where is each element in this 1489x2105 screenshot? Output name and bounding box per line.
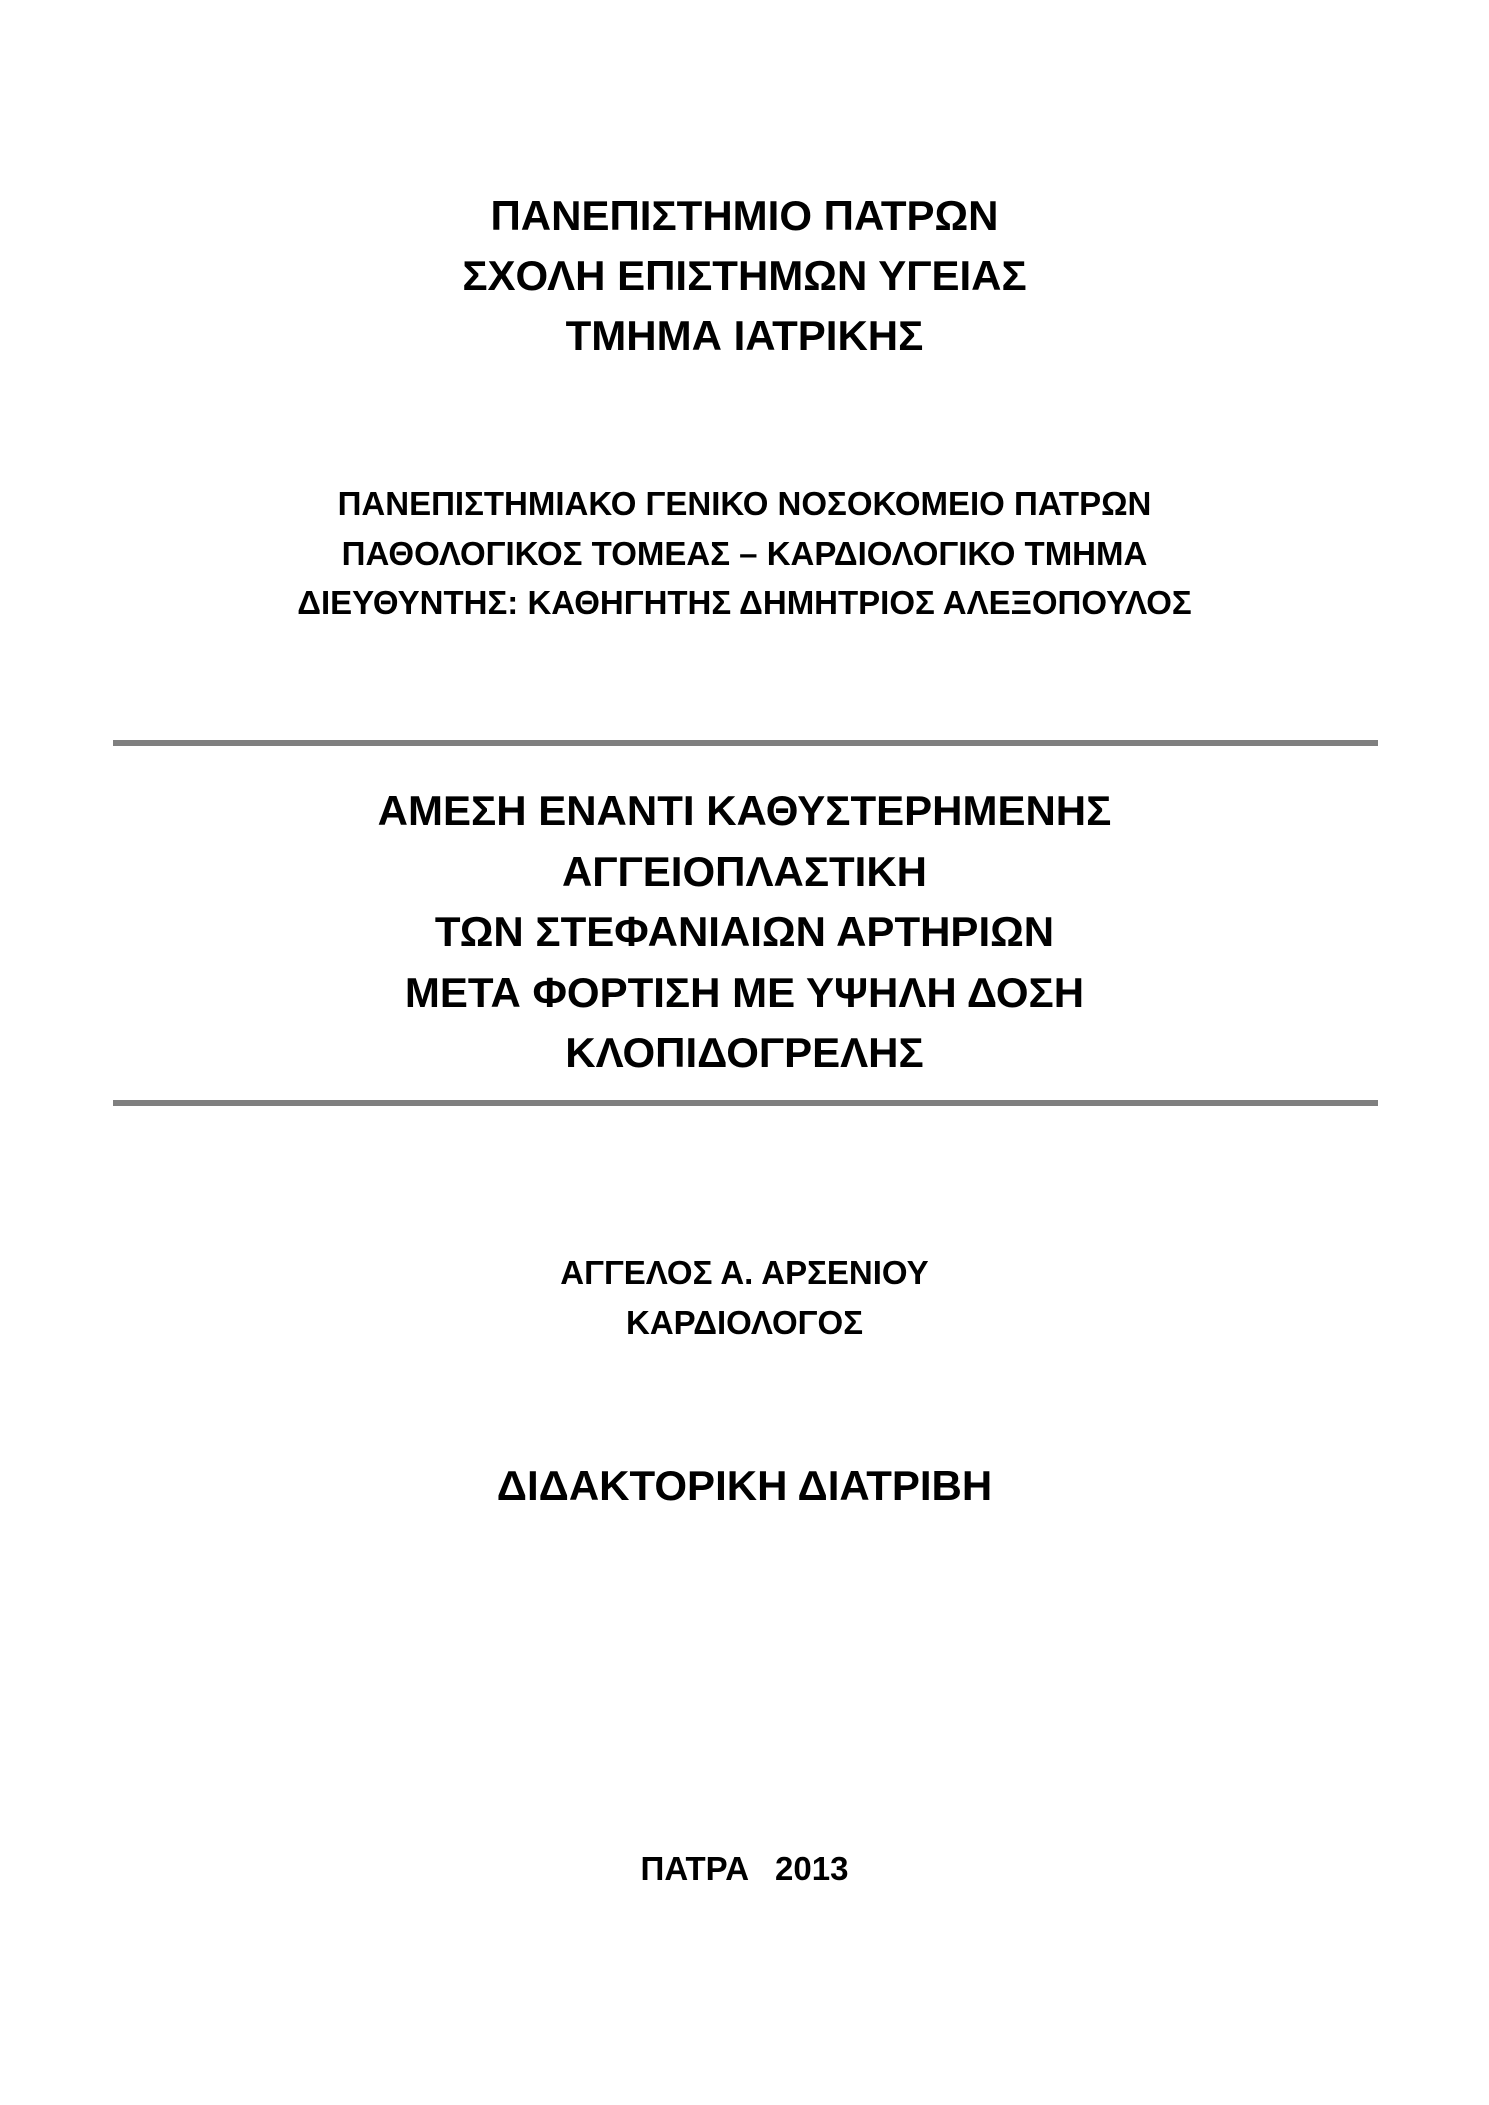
hospital-name: ΠΑΝΕΠΙΣΤΗΜΙΑΚΟ ΓΕΝΙΚΟ ΝΟΣΟΚΟΜΕΙΟ ΠΑΤΡΩΝ [337,485,1152,522]
hospital-division: ΠΑΘΟΛΟΓΙΚΟΣ ΤΟΜΕΑΣ – ΚΑΡΔΙΟΛΟΓΙΚΟ ΤΜΗΜΑ [341,535,1148,572]
title-top-rule [113,740,1378,746]
place-city: ΠΑΤΡΑ [640,1850,750,1887]
school-name: ΣΧΟΛΗ ΕΠΙΣΤΗΜΩΝ ΥΓΕΙΑΣ [462,252,1027,299]
document-type: ΔΙΔΑΚΤΟΡΙΚΗ ΔΙΑΤΡΙΒΗ [496,1462,993,1509]
author-role: ΚΑΡΔΙΟΛΟΓΟΣ [626,1304,863,1341]
author-name: ΑΓΓΕΛΟΣ Α. ΑΡΣΕΝΙΟΥ [560,1254,929,1291]
thesis-title-line: ΑΜΕΣΗ ΕΝΑΝΤΙ ΚΑΘΥΣΤΕΡΗΜΕΝΗΣ [377,787,1112,834]
thesis-title-line: ΑΓΓΕΙΟΠΛΑΣΤΙΚΗ [561,848,928,895]
hospital-director: ΔΙΕΥΘΥΝΤΗΣ: ΚΑΘΗΓΗΤΗΣ ΔΗΜΗΤΡΙΟΣ ΑΛΕΞΟΠΟΥΛΟΣ [297,584,1192,621]
thesis-title-line: ΤΩΝ ΣΤΕΦΑΝΙΑΙΩΝ ΑΡΤΗΡΙΩΝ [434,908,1055,955]
place-and-year [0,1852,1489,1885]
place-year: 2013 [775,1850,849,1887]
title-bottom-rule [113,1100,1378,1106]
university-name: ΠΑΝΕΠΙΣΤΗΜΙΟ ΠΑΤΡΩΝ [490,192,999,239]
thesis-title-line: ΚΛΟΠΙΔΟΓΡΕΛΗΣ [565,1029,924,1076]
thesis-title-line: ΜΕΤΑ ΦΟΡΤΙΣΗ ΜΕ ΥΨΗΛΗ ΔΟΣΗ [404,969,1085,1016]
department-name: ΤΜΗΜΑ ΙΑΤΡΙΚΗΣ [565,312,924,359]
